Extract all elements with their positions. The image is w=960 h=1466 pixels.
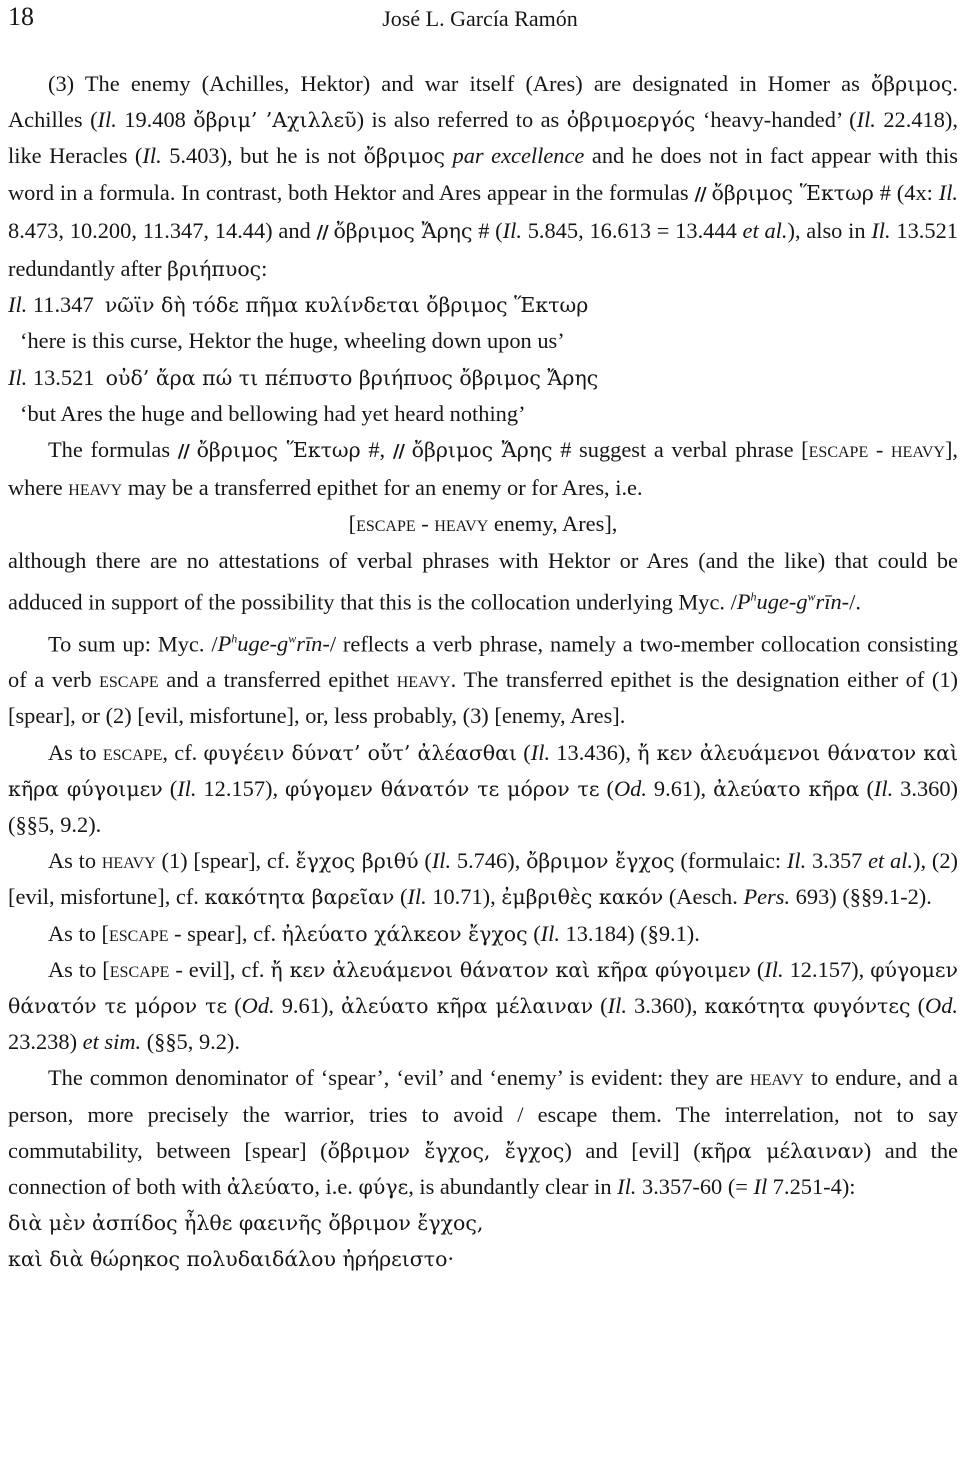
paragraph: The common denominator of ‘spear’, ‘evil’ and ‘enemy’ is evident: they are heavy to endure, and a person, more precisely the warrior, tries to avoid / escape them. The interrelation, not to say commutability, between [spear] (ὄβριμον ἔγχος, ἔγχος) and [evil] (κῆρα μέλαιναν) and the connection of both with ἀλεύατο, i.e. φύγε, is abundantly clear in Il. 3.357-60 (= Il 7.251-4): — [8, 1065, 958, 1200]
running-head-author: José L. García Ramón — [382, 6, 578, 31]
paragraph: As to heavy (1) [spear], cf. ἔγχος βριθύ (Il. 5.746), ὄβριμον ἔγχος (formulaic: Il. 3.357 et al.), (2) [evil, misfortune], cf. κακότητα βαρεῖαν (Il. 10.71), ἐμβριθὲς κακόν (Aesch. Pers. 693) (§§9.1-2). — [8, 848, 958, 910]
paragraph: [escape - heavy enemy, Ares], — [348, 511, 618, 537]
paragraph: The formulas // ὄβριμος Ἕκτωρ #, // ὄβριμος Ἄρης # suggest a verbal phrase [escape - heavy], where heavy may be a transferred epithet for an enemy or for Ares, i.e. — [8, 437, 958, 501]
paragraph: (3) The enemy (Achilles, Hektor) and war itself (Ares) are designated in Homer as ὄβριμος. Achilles (Il. 19.408 ὄβριμ’ ’Αχιλλεῦ) is also referred to as ὀβριμοεργός ‘heavy-handed’ (Il. 22.418), like Heracles (Il. 5.403), but he is not ὄβριμος par excellence and he does not in fact appear with this word in a formula. In contrast, both Hektor and Ares appear in the formulas // ὄβριμος Ἕκτωρ # (4x: Il. 8.473, 10.200, 11.347, 14.44) and // ὄβριμος Ἄρης # (Il. 5.845, 16.613 = 13.444 et al.), also in Il. 13.521 redundantly after βριήπυος: — [8, 71, 959, 282]
quotation-line: καὶ διὰ θώρηκος πολυδαιδάλου ἠρήρειστο· — [8, 1247, 455, 1272]
quotation-line: Il. 11.347 νῶϊν δὴ τόδε πῆμα κυλίνδεται ὄβριμος Ἕκτωρ — [8, 292, 589, 318]
quotation-line: Il. 13.521 οὐδ’ ἄρα πώ τι πέπυστο βριήπυος ὄβριμος Ἄρης — [8, 364, 599, 390]
paragraph: although there are no attestations of verbal phrases with Hektor or Ares (and the like) that could be adduced in support of the possibility that this is the collocation underlying Myc. $/P^huge-g^wrīn-/$. — [8, 547, 958, 615]
paragraph: As to escape, cf. φυγέειν δύνατ’ οὔτ’ ἀλέασθαι (Il. 13.436), ἤ κεν ἀλευάμενοι θάνατον καὶ κῆρα φύγοιμεν (Il. 12.157), φύγομεν θάνατόν τε μόρον τε (Od. 9.61), ἀλεύατο κῆρα (Il. 3.360) (§§5, 9.2). — [8, 739, 958, 837]
main-text — [8, 66, 958, 1278]
paragraph: To sum up: Myc. $/P^huge-g^wrīn-/$ reflects a verb phrase, namely a two-member collocation consisting of a verb escape and a transferred epithet heavy. The transferred epithet is the designation either of (1) [spear], or (2) [evil, misfortune], or, less probably, (3) [enemy, Ares]. — [8, 630, 958, 729]
paragraph: As to [escape - evil], cf. ἤ κεν ἀλευάμενοι θάνατον καὶ κῆρα φύγοιμεν (Il. 12.157), φύγομεν θάνατόν τε μόρον τε (Od. 9.61), ἀλεύατο κῆρα μέλαιναν (Il. 3.360), κακότητα φυγόντες (Od. 23.238) et sim. (§§5, 9.2). — [8, 956, 959, 1055]
quotation-translation: ‘but Ares the huge and bellowing had yet heard nothing’ — [20, 400, 526, 426]
paragraph: As to [escape - spear], cf. ἠλεύατο χάλκεον ἔγχος (Il. 13.184) (§9.1). — [48, 920, 700, 946]
quotation-translation: ‘here is this curse, Hektor the huge, wheeling down upon us’ — [20, 328, 565, 354]
quotation-line: διὰ μὲν ἀσπίδος ἦλθε φαεινῆς ὄβριμον ἔγχος, — [8, 1211, 484, 1236]
page-number: 18 — [8, 2, 34, 31]
